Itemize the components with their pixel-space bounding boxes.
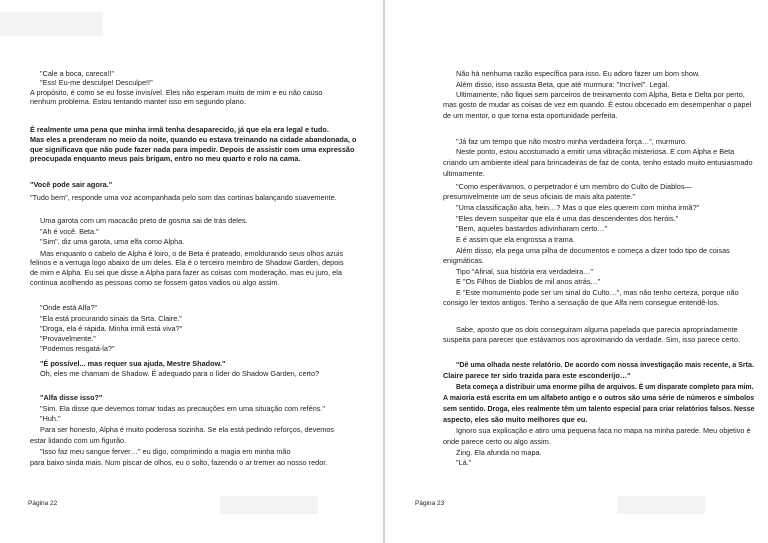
text-line: Neste ponto, estou acostumado a emitir uma vibração misteriosa. E com Alpha e Beta: [456, 147, 735, 156]
text-line: A propósito, é como se eu fosse invisível. Eles não esperam muito de mim e eu não causo: [30, 88, 323, 97]
text-line: E é assim que ela engrossa a trama.: [456, 235, 575, 244]
text-line: "Provavelmente.": [40, 334, 96, 343]
text-line: "Eles devem suspeitar que ela é uma das descendentes dos heróis.": [456, 214, 679, 223]
text-line: "Ess! Eu-me desculpe! Desculpe!!": [40, 78, 153, 87]
text-line: Oh, eles me chamam de Shadow. É adequado para o líder do Shadow Garden, certo?: [40, 369, 320, 378]
text-line: felinos e a verruga logo abaixo de um deles. Ela é o terceiro membro de Shadow Garden, depois: [30, 258, 344, 267]
text-line: de um mentor, o que torna esta oportunidade perfeita.: [443, 111, 618, 120]
text-line: "Sim", diz uma garota, uma elfa como Alpha.: [40, 237, 185, 246]
header-placeholder: [0, 12, 103, 36]
text-line: "Sim. Ela disse que devemos tomar todas as precauções em uma situação com reféns.": [40, 404, 326, 413]
footer-placeholder: [220, 496, 318, 514]
text-line: "É possível... mas requer sua ajuda, Mestre Shadow.": [40, 359, 226, 368]
text-line: "Bem, aqueles bastardos adivinharam certo…": [456, 224, 608, 233]
text-line: de mim e Alpha. Eu sei que disse a Alpha para fazer as coisas com moderação, mas eu juro, ela: [30, 268, 342, 277]
text-line: preocupada enquanto meus pais brigam, entro no meu quarto e rolo na cama.: [30, 154, 301, 163]
text-line: "Podemos resgatá-la?": [40, 344, 115, 353]
text-line: "Huh.": [40, 414, 61, 423]
text-line: "Ah é você. Beta.": [40, 227, 99, 236]
text-line: enigmáticas.: [443, 256, 484, 265]
page-number: Página 23: [415, 500, 445, 507]
text-line: "Lá.": [456, 458, 472, 467]
text-line: "Uma classificação alta, hein…? Mas o que eles querem com minha irmã?": [456, 203, 700, 212]
text-line: criando um ambiente ideal para brincadeiras de faz de conta, tenho estado muito entusiasmado: [443, 158, 753, 167]
text-line: estar lidando com um figurão.: [30, 436, 127, 445]
text-line: suspeita para parecer que estávamos nos aproximando da verdade. Sim, isso parece certo.: [443, 335, 740, 344]
text-line: sem sentido. Droga, eles realmente têm um talento especial para criar relatórios falsos. Nesse: [443, 404, 755, 413]
left-page: [0, 0, 383, 543]
text-line: Beta começa a distribuir uma enorme pilha de arquivos. É um disparate completo para mim.: [456, 382, 754, 391]
text-line: "Você pode sair agora.": [30, 180, 113, 189]
text-line: aspecto, eles são muito melhores que eu.: [443, 415, 588, 424]
text-line: "Como esperávamos, o perpetrador é um membro do Culto de Diablos—: [456, 182, 692, 191]
text-line: ultimamente.: [443, 169, 485, 178]
text-line: "Droga, ela é rápida. Minha irmã está viva?": [40, 324, 183, 333]
text-line: "Já faz um tempo que não mostro minha verdadeira força…", murmuro.: [456, 137, 688, 146]
text-line: Mas enquanto o cabelo de Alpha é loiro, o de Beta é prateado, emoldurando seus olhos azuis: [40, 249, 344, 258]
text-line: nenhum problema. Estou tentando manter isso em segundo plano.: [30, 97, 246, 106]
text-line: "Ela está procurando sinais da Srta. Claire.": [40, 314, 182, 323]
right-page: [385, 0, 768, 543]
text-line: onde parece certo ou algo assim.: [443, 437, 551, 446]
text-line: Não há nenhuma razão específica para isso. Eu adoro fazer um bom show.: [456, 69, 700, 78]
text-line: consigo ler textos antigos. Tenho a sensação de que Alfa nem consegue entendê-los.: [443, 298, 720, 307]
text-line: Além disso, ela pega uma pilha de documentos e começa a dizer todo tipo de coisas: [456, 246, 730, 255]
text-line: "Dê uma olhada neste relatório. De acordo com nossa investigação mais recente, a Srta.: [456, 360, 754, 369]
text-line: Além disso, isso assusta Beta, que até murmura: "Incrível". Legal.: [456, 80, 670, 89]
text-line: Sabe, aposto que os dois conseguiram alguma papelada que parecia apropriadamente: [456, 325, 738, 334]
text-line: "Cale a boca, careca!!": [40, 69, 115, 78]
text-line: Claire parece ter sido trazida para este esconderijo…": [443, 371, 631, 380]
text-line: Ignoro sua explicação e atiro uma pequena faca no mapa na minha parede. Meu objetivo é: [456, 426, 751, 435]
text-line: Mas eles a prenderam no meio da noite, quando eu estava treinando na cidade abandonada, o: [30, 135, 357, 144]
text-line: Zing. Ela afunda no mapa.: [456, 448, 542, 457]
text-line: É realmente uma pena que minha irmã tenha desaparecido, já que ela era legal e tudo.: [30, 125, 329, 134]
text-line: "Onde está Alfa?": [40, 303, 98, 312]
page-number: Página 22: [28, 500, 58, 507]
text-line: "Alfa disse isso?": [40, 393, 103, 402]
text-line: "Isso faz meu sangue ferver…" eu digo, comprimindo a magia em minha mão: [40, 447, 291, 456]
text-line: Ultimamente, não fiquei sem parceiros de treinamento com Alpha, Beta e Delta por perto,: [456, 90, 745, 99]
text-line: "Tudo bem", responde uma voz acompanhada pelo som das cortinas balançando suavemente.: [30, 193, 337, 202]
text-line: Uma garota com um macacão preto de gosma sai de trás deles.: [40, 216, 248, 225]
text-line: A maioria está escrita em um alfabeto antigo e o outros são uma série de números e símbolos: [443, 393, 755, 402]
text-line: presumivelmente um de seus oficiais de mais alta patente.": [443, 192, 635, 201]
text-line: que significava que não pude fazer nada para impedir. Depois de assistir com uma expressão: [30, 145, 355, 154]
text-line: continua acolhendo as pessoas como se fossem gatos vadios ou algo assim.: [30, 278, 280, 287]
text-line: Tipo "Afinal, sua história era verdadeira…": [456, 267, 594, 276]
footer-placeholder: [617, 496, 705, 514]
text-line: E "Os Filhos de Diablos de mil anos atrás…": [456, 277, 601, 286]
text-line: mas gosto de mudar as coisas de vez em quando. É estou obcecado em desempenhar o papel: [443, 100, 752, 109]
text-line: Para ser honesto, Alpha é muito poderosa sozinha. Se ela está pedindo reforços, devemos: [40, 425, 335, 434]
text-line: para baixo sinda mais. Num piscar de olhos, eu o solto, fazendo o ar tremer ao nosso redor.: [30, 458, 328, 467]
text-line: E "Este monumento pode ser um sinal do Culto…", mas não tenho certeza, porque não: [456, 288, 739, 297]
